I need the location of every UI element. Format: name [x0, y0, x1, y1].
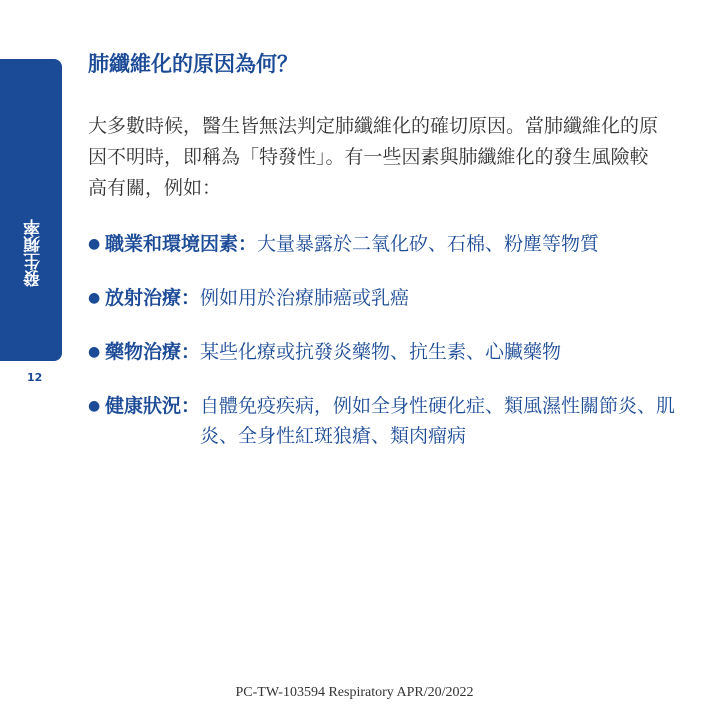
bullet-icon: ● — [88, 344, 101, 360]
factor-description: 某些化療或抗發炎藥物、抗生素、心臟藥物 — [200, 341, 562, 363]
bullet-icon: ● — [88, 290, 101, 306]
document-code-footer: PC-TW-103594 Respiratory APR/20/2022 — [235, 685, 474, 700]
section-label: 發生頻率 — [24, 219, 44, 287]
bullet-icon: ● — [88, 398, 101, 414]
factor-separator: ： — [238, 233, 258, 255]
list-item-medication — [88, 337, 688, 367]
list-item-occupational — [88, 229, 688, 259]
list-item-health-condition — [88, 391, 688, 451]
factor-term: 放射治療 — [105, 287, 182, 309]
factor-description: 自體免疫疾病，例如全身性硬化症、類風濕性關節炎、肌炎、全身性紅斑狼瘡、類肉瘤病 — [200, 395, 676, 447]
factor-separator: ： — [181, 395, 201, 417]
risk-factor-list — [88, 229, 688, 475]
page-number: 12 — [27, 371, 43, 384]
factor-separator: ： — [181, 341, 201, 363]
factor-term: 職業和環境因素 — [105, 233, 239, 255]
section-side-tab — [0, 59, 62, 361]
factor-term: 藥物治療 — [105, 341, 182, 363]
list-item-radiation — [88, 283, 688, 313]
intro-paragraph: 大多數時候，醫生皆無法判定肺纖維化的確切原因。當肺纖維化的原因不明時，即稱為「特發性」。有一些因素與肺纖維化的發生風險較高有關，例如： — [88, 115, 659, 199]
factor-separator: ： — [181, 287, 201, 309]
page-title: 肺纖維化的原因為何？ — [88, 52, 298, 76]
bullet-icon: ● — [88, 236, 101, 252]
factor-description: 大量暴露於二氧化矽、石棉、粉塵等物質 — [257, 233, 600, 255]
factor-description: 例如用於治療肺癌或乳癌 — [200, 287, 410, 309]
factor-term: 健康狀況 — [105, 395, 182, 417]
